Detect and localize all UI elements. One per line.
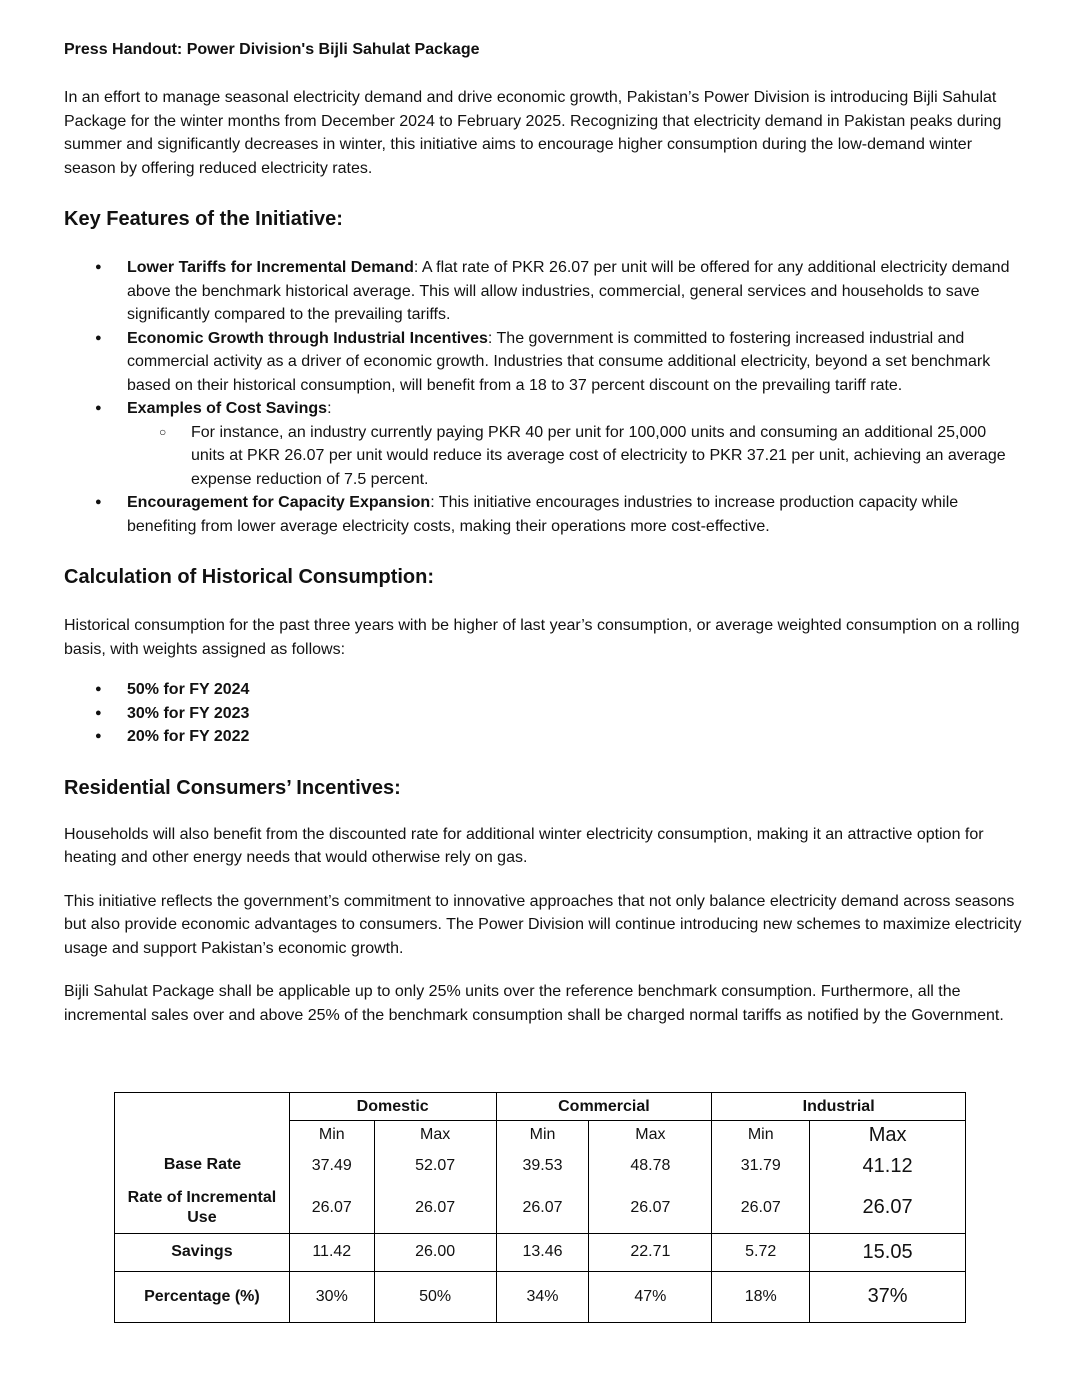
cell: 15.05 (810, 1234, 966, 1271)
cell: 18% (712, 1271, 810, 1322)
table-row (115, 1234, 966, 1271)
tariff-table (114, 1092, 966, 1323)
cell: 31.79 (712, 1149, 810, 1182)
cost-example: ○ For instance, an industry currently paying PKR 40 per unit for 100,000 units and consuming an additional 25,000 units at PKR 26.07 per unit would reduce its average cost of electricity to PKR 37.21 per unit, achieving an average expense reduction of 7.5 percent. (127, 421, 1024, 492)
table-row (115, 1183, 966, 1234)
press-handout (64, 38, 1024, 1027)
key-features-heading: Key Features of the Initiative: (64, 208, 343, 230)
cell: 37.49 (289, 1149, 374, 1182)
cell: 39.53 (496, 1149, 589, 1182)
historical-heading: Calculation of Historical Consumption: (64, 566, 435, 588)
cell: 13.46 (496, 1234, 589, 1271)
cell: 50% (374, 1271, 496, 1322)
cell: 26.07 (589, 1183, 712, 1234)
row-label: Percentage (%) (115, 1271, 290, 1322)
list-item (64, 327, 1024, 398)
group-header-commercial: Commercial (496, 1093, 712, 1121)
residential-paragraph-1: Households will also benefit from the discounted rate for additional winter electricity consumption, making it an attractive option for heating and other energy needs that would otherwise rely on gas. (64, 825, 984, 866)
list-item: ● 30% for FY 2023 (64, 702, 1024, 726)
table-row (115, 1271, 966, 1322)
key-features-list (64, 256, 1024, 538)
cell: 22.71 (589, 1234, 712, 1271)
cell: 48.78 (589, 1149, 712, 1182)
historical-paragraph: Historical consumption for the past three years with be higher of last year’s consumption, or average weighted consumption on a rolling basis, with weights assigned as follows: (64, 617, 1020, 658)
cell: 26.07 (374, 1183, 496, 1234)
column-header: Max (589, 1121, 712, 1150)
cell: 5.72 (712, 1234, 810, 1271)
column-header: Max (374, 1121, 496, 1150)
cell: 37% (810, 1271, 966, 1322)
feature-text: : This initiative encourages industries to increase production capacity while benefiting from lower average electricity costs, making their operations more cost-effective. (127, 494, 959, 535)
list-item: ● 50% for FY 2024 (64, 678, 1024, 702)
cell: 52.07 (374, 1149, 496, 1182)
intro-paragraph: In an effort to manage seasonal electricity demand and drive economic growth, Pakistan’s Power Division is introducing Bijli Sahulat Package for the winter months from December 2024 to February 2025. Recognizing that electricity demand in Pakistan peaks during summer and significantly decreases in winter, this initiative aims to encourage higher consumption during the low-demand winter season by offering reduced electricity rates. (64, 89, 1002, 177)
list-item (64, 491, 1024, 538)
feature-text: : The government is committed to fostering increased industrial and commercial activity as a driver of economic growth. Industries that consume additional electricity, beyond a set benchmark based on their historical consumption, will benefit from a 18 to 37 percent discount on the prevailing tariff rate. (127, 329, 991, 394)
weights-list (64, 678, 1024, 749)
cost-example-list (127, 421, 1024, 492)
feature-text: : A flat rate of PKR 26.07 per unit will be offered for any additional electricity demand above the benchmark historical average. This will allow industries, commercial, general services and households to save significantly compared to the prevailing tariffs. (127, 259, 1010, 323)
cell: 26.07 (810, 1183, 966, 1234)
column-header: Max (810, 1121, 966, 1150)
document-title: Press Handout: Power Division's Bijli Sahulat Package (64, 41, 480, 58)
cell: 47% (589, 1271, 712, 1322)
list-item (64, 256, 1024, 327)
cell: 26.07 (712, 1183, 810, 1234)
feature-text: : (327, 400, 332, 417)
residential-heading: Residential Consumers’ Incentives: (64, 776, 401, 799)
feature-label: Examples of Cost Savings (127, 400, 328, 417)
residential-paragraph-3: Bijli Sahulat Package shall be applicable up to only 25% units over the reference benchmark consumption. Furthermore, all the incremental sales over and above 25% of the benchmark consumption shall be charged normal tariffs as notified by the Government. (64, 983, 1004, 1024)
group-header-domestic: Domestic (289, 1093, 496, 1121)
base-rate-label: Base Rate (163, 1156, 242, 1173)
cell: 26.00 (374, 1234, 496, 1271)
table-header-row (115, 1093, 966, 1121)
column-header: Min (289, 1121, 374, 1150)
cell: 30% (289, 1271, 374, 1322)
row-label: Savings (115, 1234, 290, 1271)
cell: 11.42 (289, 1234, 374, 1271)
column-header: Min (496, 1121, 589, 1150)
feature-label: Encouragement for Capacity Expansion (127, 494, 431, 511)
feature-label: Economic Growth through Industrial Incentives (127, 329, 488, 347)
row-label: Rate of Incremental Use (115, 1183, 290, 1234)
list-item (64, 397, 1024, 491)
group-header-industrial: Industrial (712, 1093, 966, 1121)
cell: 41.12 (810, 1149, 966, 1182)
feature-label: Lower Tariffs for Incremental Demand (127, 259, 414, 276)
column-header: Min (712, 1121, 810, 1150)
residential-paragraph-2: This initiative reflects the government’s commitment to innovative approaches that not only balance electricity demand across seasons but also provide economic advantages to consumers. The Power Division will continue introducing new schemes to maximize electricity usage and support Pakistan’s economic growth. (64, 892, 1022, 957)
cell: 34% (496, 1271, 589, 1322)
cell: 26.07 (289, 1183, 374, 1234)
cell: 26.07 (496, 1183, 589, 1234)
list-item: ● 20% for FY 2022 (64, 725, 1024, 749)
